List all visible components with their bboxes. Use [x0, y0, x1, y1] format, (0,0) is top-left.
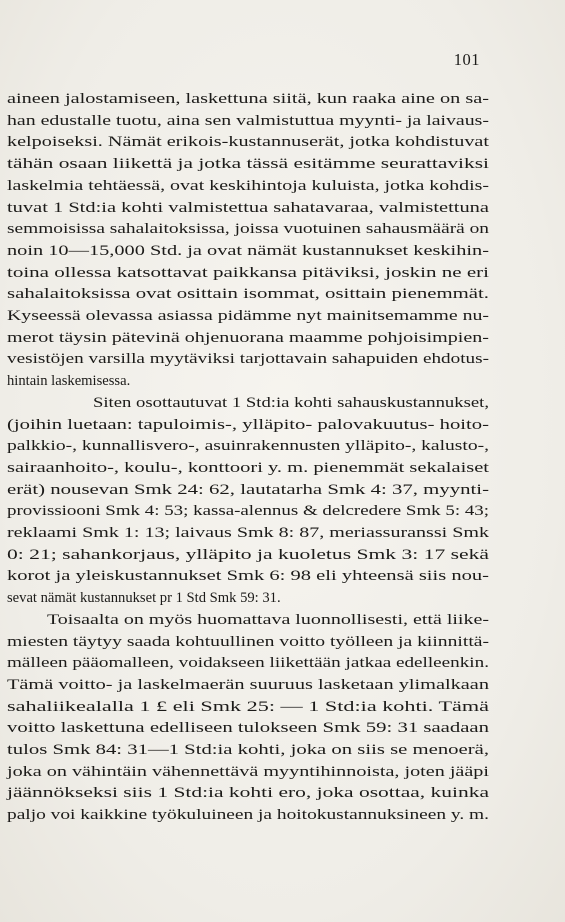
- text-line: laskelmia tehtäessä, ovat keskihintoja kuluista, jotka kohdis-: [7, 177, 489, 194]
- text-line: palkkio-, kunnallisvero-, asuinrakennusten ylläpito-, kalusto-,: [7, 438, 489, 455]
- text-line: tuvat 1 Std:ia kohti valmistettua sahatavaraa, valmistettuna: [7, 199, 489, 216]
- text-line: vesistöjen varsilla myytäviksi tarjottavain sahapuiden ehdotus-: [7, 351, 489, 368]
- text-line: tulos Smk 84: 31—1 Std:ia kohti, joka on siis se menoerä,: [7, 742, 489, 758]
- page-number: 101: [453, 50, 480, 69]
- text-line: semmoisissa sahalaitoksissa, joissa vuotuinen sahausmäärä on: [7, 221, 489, 238]
- text-line: sahalaitoksissa ovat osittain isommat, osittain pienemmät.: [7, 286, 489, 303]
- text-line: erät) nousevan Smk 24: 62, lautatarha Smk 4: 37, myynti-: [7, 481, 489, 498]
- text-line: miesten täytyy saada kohtuullinen voitto työlleen ja kiinnittä-: [7, 633, 489, 650]
- text-line: (joihin luetaan: tapuloimis-, ylläpito- palovakuutus- hoito-: [7, 416, 489, 433]
- text-line: Tämä voitto- ja laskelmaerän suuruus lasketaan ylimalkaan: [7, 676, 489, 693]
- text-line: sahaliikealalla 1 £ eli Smk 25: — 1 Std:ia kohti. Tämä: [7, 698, 489, 715]
- text-line: Siten osottautuvat 1 Std:ia kohti sahauskustannukset,: [93, 394, 489, 411]
- text-line: noin 10—15,000 Std. ja ovat nämät kustannukset keskihin-: [7, 242, 490, 259]
- text-line: korot ja yleiskustannukset Smk 6: 98 eli yhteensä siis nou-: [7, 568, 489, 585]
- text-line: merot täysin pätevinä ohjenuorana maamme pohjoisimpien-: [7, 329, 489, 346]
- text-line: sairaanhoito-, koulu-, konttoori y. m. pienemmät sekalaiset: [7, 459, 489, 476]
- text-line: aineen jalostamiseen, laskettuna siitä, kun raaka aine on sa-: [7, 91, 489, 107]
- text-line: han edustalle tuotu, aina sen valmistuttua myynti- ja laivaus-: [7, 112, 490, 129]
- text-line: joka on vähintäin vähennettävä myyntihinnoista, joten jääpi: [7, 763, 489, 780]
- text-line: paljo voi kaikkine työkuluineen ja hoitokustannuksineen y. m.: [7, 807, 489, 824]
- text-line: reklaami Smk 1: 13; laivaus Smk 8: 87, meriassuranssi Smk: [7, 525, 489, 541]
- text-line: provissiooni Smk 4: 53; kassa-alennus & delcredere Smk 5: 43;: [7, 503, 489, 520]
- text-line: tähän osaan liikettä ja jotka tässä esitämme seurattaviksi: [7, 156, 489, 173]
- text-line: sevat nämät kustannukset pr 1 Std Smk 59: 31.: [7, 590, 281, 607]
- text-line: Toisaalta on myös huomattava luonnollisesti, että liike-: [47, 611, 489, 628]
- text-line: toina ollessa katsottavat paikkansa pitäviksi, joskin ne eri: [7, 264, 489, 281]
- text-line: 0: 21; sahankorjaus, ylläpito ja kuoletus Smk 3: 17 sekä: [7, 546, 489, 563]
- text-line: kelpoiseksi. Nämät erikois-kustannuserät, jotka kohdistuvat: [7, 134, 489, 151]
- text-line: voitto laskettuna edelliseen tulokseen Smk 59: 31 saadaan: [7, 720, 489, 737]
- text-line: mälleen pääomalleen, voidakseen liikettään jatkaa edelleenkin.: [7, 655, 489, 672]
- text-line: Kyseessä olevassa asiassa pidämme nyt mainitsemamme nu-: [7, 308, 489, 324]
- text-line: jäännökseksi siis 1 Std:ia kohti ero, joka osottaa, kuinka: [7, 785, 489, 802]
- text-line: hintain laskemisessa.: [7, 373, 131, 390]
